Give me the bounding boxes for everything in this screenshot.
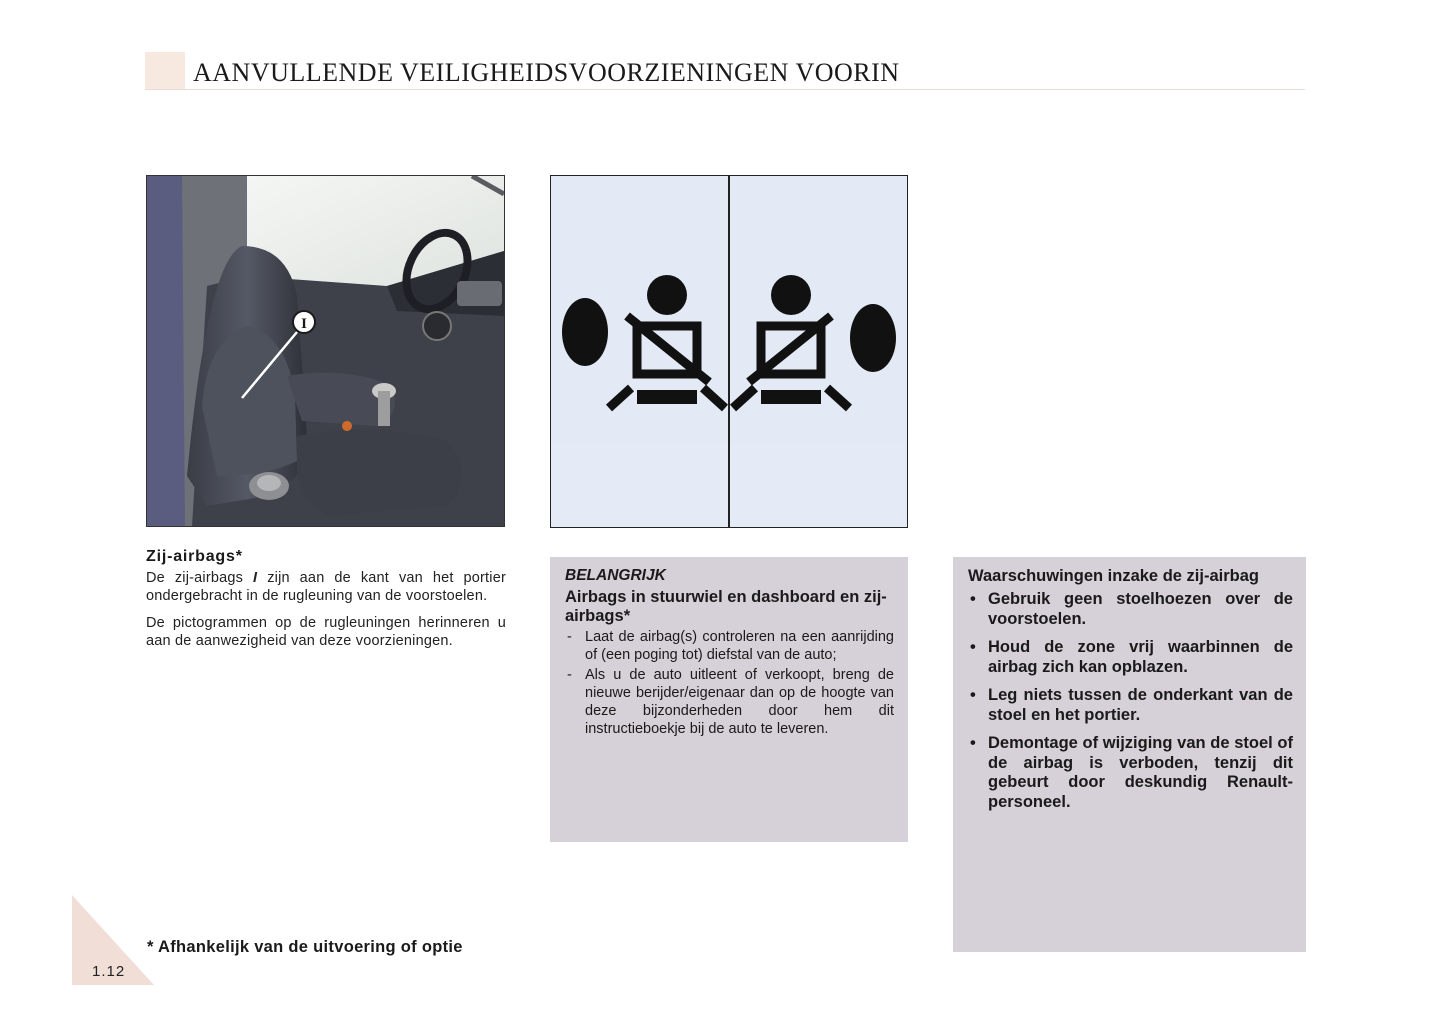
page-title: AANVULLENDE VEILIGHEIDSVOORZIENINGEN VOORIN [193,58,900,87]
airbag-pictogram-panel [550,175,908,528]
list-item: • Leg niets tussen de onderkant van de stoel en het portier. [968,686,1293,725]
important-heading: Airbags in stuurwiel en dashboard en zij-airbags* [565,588,887,625]
list-item: • Gebruik geen stoelhoezen over de voorstoelen. [968,590,1293,629]
callout-marker: I [301,316,307,332]
list-item: • Demontage of wijziging van de stoel of de airbag is verboden, tenzij dit gebeurt door deskundig Renault-personeel. [968,734,1293,812]
warning-box [953,557,1306,952]
section-heading: Zij-airbags* [146,548,243,565]
warning-heading: Waarschuwingen inzake de zij-airbag [968,567,1259,585]
footnote: * Afhankelijk van de uitvoering of optie [147,938,463,956]
side-airbag-description: De zij-airbags I zijn aan de kant van het portier ondergebracht in de rugleuning van de voorstoelen. [146,570,507,604]
pictogram-description: De pictogrammen op de rugleuningen herinneren u aan de aanwezigheid van deze voorzieningen. [146,615,506,649]
header-accent-block [145,52,185,90]
list-item: - Laat de airbag(s) controleren na een aanrijding of (een poging tot) diefstal van de auto; [565,628,894,664]
important-list [565,628,894,738]
list-item: • Houd de zone vrij waarbinnen de airbag zich kan opblazen. [968,638,1293,677]
list-item: - Als u de auto uitleent of verkoopt, breng de nieuwe berijder/eigenaar dan op de hoogte van deze bijzonderheden door hem dit instructieboekje bij de auto te leveren. [565,666,894,738]
page-number: 1.12 [92,963,126,980]
warning-list [968,590,1293,812]
side-airbag-section [146,548,506,659]
important-box [550,557,908,842]
seat-photo [146,175,505,527]
important-label: BELANGRIJK [565,567,666,584]
header-rule [145,89,1305,90]
